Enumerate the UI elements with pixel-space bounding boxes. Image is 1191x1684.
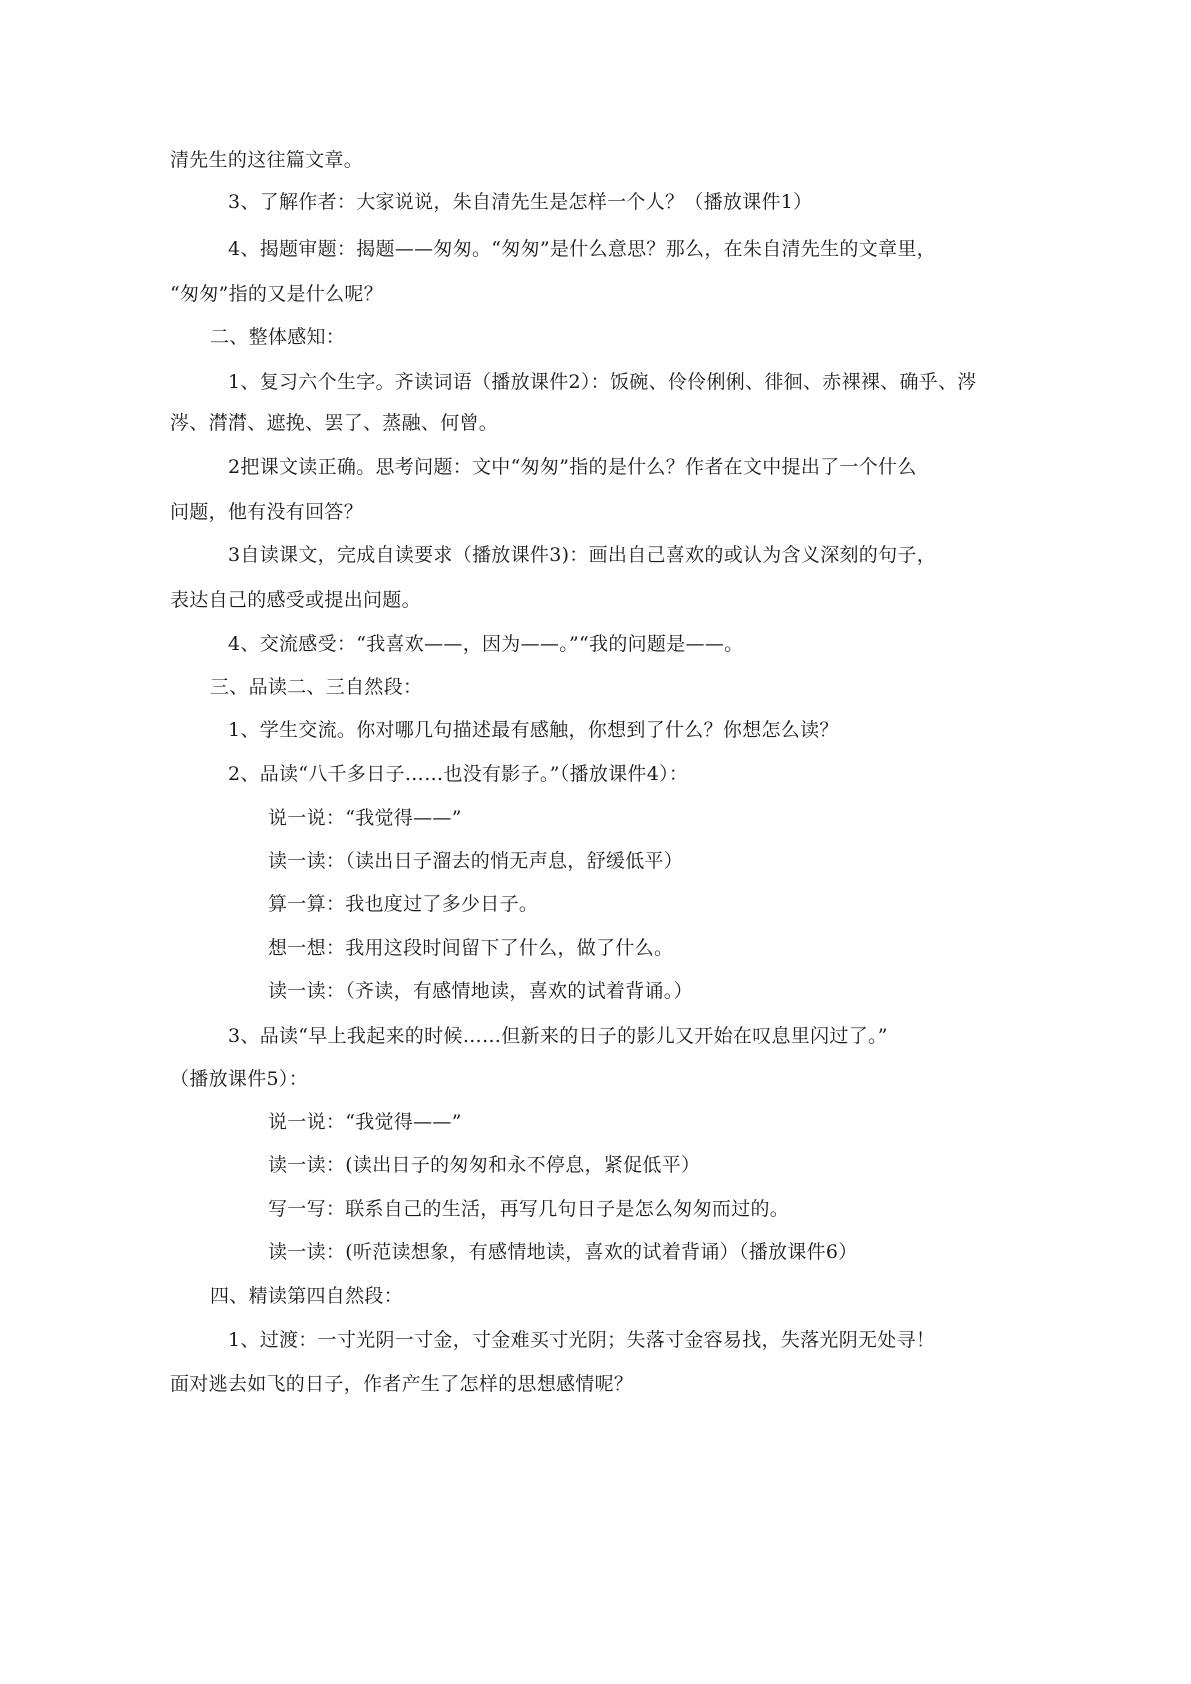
- text-line: 1、过渡：一寸光阴一寸金，寸金难买寸光阴；失落寸金容易找，失落光阴无处寻！: [228, 1329, 936, 1351]
- text-line: 读一读：(读出日子的匆匆和永不停息，紧促低平）: [268, 1154, 701, 1176]
- text-line: 3自读课文，完成自读要求（播放课件3)：画出自己喜欢的或认为含义深刻的句子，: [228, 544, 936, 566]
- section-heading: 二、整体感知：: [210, 326, 346, 348]
- text-line: 写一写：联系自己的生活，再写几句日子是怎么匆匆而过的。: [268, 1198, 790, 1220]
- text-line: “匆匆”指的又是什么呢？: [170, 283, 384, 305]
- text-line: 面对逃去如飞的日子，作者产生了怎样的思想感情呢？: [170, 1373, 634, 1395]
- text-line: 1、复习六个生字。齐读词语（播放课件2）：饭碗、伶伶俐俐、徘徊、赤裸裸、确乎、涔: [228, 371, 977, 393]
- text-line: 2把课文读正确。思考问题：文中“匆匆”指的是什么？作者在文中提出了一个什么: [228, 456, 917, 478]
- text-line: 想一想：我用这段时间留下了什么，做了什么。: [268, 937, 674, 959]
- text-line: 读一读：（读出日子溜去的悄无声息，舒缓低平）: [268, 850, 684, 872]
- text-line: 读一读：（齐读，有感情地读，喜欢的试着背诵。）: [268, 980, 693, 1002]
- text-line: 3、品读“早上我起来的时候……但新来的日子的影儿又开始在叹息里闪过了。”: [228, 1025, 888, 1047]
- text-line: 1、学生交流。你对哪几句描述最有感触，你想到了什么？你想怎么读？: [228, 719, 839, 741]
- section-heading: 四、精读第四自然段：: [210, 1285, 404, 1307]
- text-line: 表达自己的感受或提出问题。: [170, 589, 421, 611]
- section-heading: 三、品读二、三自然段：: [210, 676, 423, 698]
- text-line: 4、揭题审题：揭题——匆匆。“匆匆”是什么意思？那么，在朱自清先生的文章里，: [228, 238, 936, 260]
- text-line: 问题，他有没有回答？: [170, 501, 364, 523]
- text-line: 读一读：(听范读想象，有感情地读，喜欢的试着背诵）（播放课件6）: [268, 1241, 858, 1263]
- text-line: （播放课件5）：: [170, 1068, 308, 1090]
- text-line: 3、了解作者：大家说说，朱自清先生是怎样一个人？（播放课件1）: [228, 191, 813, 213]
- text-line: 涔、潸潸、遮挽、罢了、蒸融、何曾。: [170, 412, 499, 434]
- text-line: 2、品读“八千多日子……也没有影子。”（播放课件4）：: [228, 763, 689, 785]
- text-line: 清先生的这往篇文章。: [170, 149, 364, 171]
- text-line: 说一说：“我觉得——”: [268, 1111, 462, 1133]
- text-line: 4、交流感受：“我喜欢——，因为——。”“我的问题是——。: [228, 633, 744, 655]
- text-line: 算一算：我也度过了多少日子。: [268, 893, 539, 915]
- text-line: 说一说：“我觉得——”: [268, 807, 462, 829]
